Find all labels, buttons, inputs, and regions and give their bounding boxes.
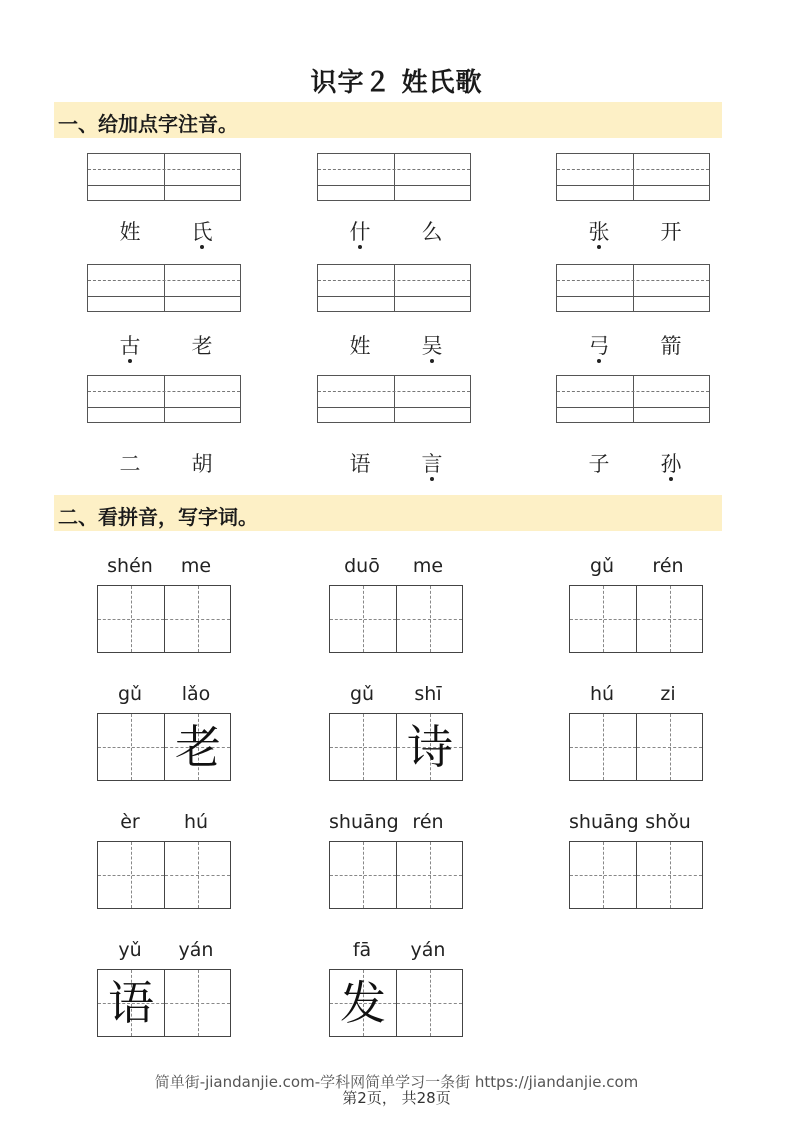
pinyin-prompt (569, 683, 703, 707)
written-character (330, 842, 396, 908)
pinyin-prompt (97, 683, 231, 707)
tianzige-cell[interactable] (396, 586, 462, 652)
tianzige-cell[interactable] (98, 586, 164, 652)
writing-grid (329, 969, 463, 1037)
writing-grid (97, 585, 231, 653)
writing-grid (329, 585, 463, 653)
tianzige-cell[interactable] (98, 970, 164, 1036)
written-character (637, 714, 703, 780)
written-character (570, 842, 636, 908)
character: 姓 (349, 334, 371, 358)
tianzige-cell[interactable] (164, 970, 230, 1036)
pinyin-syllable: gǔ (349, 683, 375, 705)
tianzige-cell[interactable] (636, 586, 702, 652)
character: 张 (584, 216, 614, 246)
written-character (330, 586, 396, 652)
writing-grid (97, 969, 231, 1037)
footer-source: 简单街-jiandanjie.com-学科网简单学习一条街 https://jiandanjie.com (154, 1073, 639, 1091)
written-character (397, 842, 463, 908)
tianzige-cell[interactable] (636, 714, 702, 780)
writing-grid (329, 713, 463, 781)
pinyin-answer-box[interactable] (556, 264, 710, 312)
pinyin-answer-box[interactable] (87, 153, 241, 201)
character: 胡 (191, 452, 213, 476)
tianzige-cell[interactable] (330, 970, 396, 1036)
character: 孙 (656, 448, 686, 478)
written-character (98, 586, 164, 652)
pinyin-syllable: gǔ (117, 683, 143, 705)
pinyin-syllable: gǔ (589, 555, 615, 577)
pinyin-syllable: shī (414, 683, 442, 705)
character: 言 (417, 448, 447, 478)
tianzige-cell[interactable] (396, 842, 462, 908)
pinyin-prompt (329, 555, 463, 579)
written-character: 老 (175, 720, 221, 774)
written-character (165, 586, 231, 652)
pinyin-syllable: me (412, 555, 444, 577)
tianzige-cell[interactable] (636, 842, 702, 908)
character: 语 (349, 452, 371, 476)
pinyin-syllable: fā (352, 939, 372, 961)
pinyin-syllable: shuāng (569, 811, 639, 833)
tianzige-cell[interactable] (570, 842, 636, 908)
writing-grid (569, 585, 703, 653)
tianzige-cell[interactable] (330, 842, 396, 908)
pinyin-syllable: rén (412, 811, 444, 833)
character: 弓 (584, 330, 614, 360)
pinyin-syllable: yǔ (118, 939, 142, 961)
writing-grid (97, 841, 231, 909)
character: 姓 (119, 220, 141, 244)
pinyin-syllable: èr (120, 811, 140, 833)
pinyin-answer-box[interactable] (87, 375, 241, 423)
pinyin-syllable: shén (107, 555, 153, 577)
character: 二 (119, 452, 141, 476)
written-character (570, 586, 636, 652)
character: 开 (660, 220, 682, 244)
pinyin-syllable: shǒu (645, 811, 691, 833)
written-character (397, 586, 463, 652)
pinyin-syllable: yán (178, 939, 214, 961)
character: 氏 (187, 216, 217, 246)
pinyin-prompt (97, 939, 231, 963)
character: 箭 (660, 334, 682, 358)
character-pair (317, 216, 471, 246)
writing-grid (97, 713, 231, 781)
writing-grid (569, 713, 703, 781)
character-pair (556, 216, 710, 246)
pinyin-prompt (329, 683, 463, 707)
pinyin-prompt (97, 811, 231, 835)
written-character (165, 970, 231, 1036)
section-1-heading-band (54, 102, 722, 138)
tianzige-cell[interactable] (330, 586, 396, 652)
written-character (165, 842, 231, 908)
character-pair (87, 448, 241, 478)
section-2-heading-band (54, 495, 722, 531)
character-pair (317, 330, 471, 360)
pinyin-prompt (569, 555, 703, 579)
written-character (637, 586, 703, 652)
written-character (397, 970, 463, 1036)
pinyin-syllable: yán (410, 939, 446, 961)
section-1-heading: 一、给加点字注音。 (58, 112, 238, 136)
tianzige-cell[interactable] (330, 714, 396, 780)
tianzige-cell[interactable] (396, 714, 462, 780)
pinyin-prompt (329, 811, 463, 835)
pinyin-syllable: hú (589, 683, 615, 705)
written-character: 发 (340, 976, 386, 1030)
page-title: 识字２ 姓氏歌 (310, 68, 483, 98)
tianzige-cell[interactable] (164, 842, 230, 908)
section-2-heading: 二、看拼音，写字词。 (58, 505, 258, 529)
pinyin-syllable: duō (344, 555, 380, 577)
pinyin-syllable: shuāng (329, 811, 399, 833)
tianzige-cell[interactable] (570, 586, 636, 652)
pinyin-answer-box[interactable] (317, 153, 471, 201)
pinyin-syllable: me (180, 555, 212, 577)
written-character (570, 714, 636, 780)
written-character (637, 842, 703, 908)
pinyin-answer-box[interactable] (556, 153, 710, 201)
pinyin-answer-box[interactable] (317, 264, 471, 312)
character: 古 (115, 330, 145, 360)
character-pair (556, 448, 710, 478)
tianzige-cell[interactable] (570, 714, 636, 780)
character-pair (87, 216, 241, 246)
page-number: 第2页， 共28页 (342, 1089, 451, 1107)
pinyin-syllable: rén (652, 555, 684, 577)
written-character (98, 714, 164, 780)
character: 什 (345, 216, 375, 246)
tianzige-cell[interactable] (98, 842, 164, 908)
character-pair (87, 330, 241, 360)
pinyin-answer-box[interactable] (87, 264, 241, 312)
pinyin-syllable: hú (183, 811, 209, 833)
tianzige-cell[interactable] (164, 586, 230, 652)
pinyin-prompt (569, 811, 703, 835)
character-pair (317, 448, 471, 478)
written-character: 诗 (407, 720, 453, 774)
written-character (330, 714, 396, 780)
pinyin-prompt (329, 939, 463, 963)
pinyin-syllable: zi (660, 683, 676, 705)
character: 么 (421, 220, 443, 244)
writing-grid (329, 841, 463, 909)
tianzige-cell[interactable] (164, 714, 230, 780)
character-pair (556, 330, 710, 360)
written-character (98, 842, 164, 908)
written-character: 语 (108, 976, 154, 1030)
pinyin-syllable: lǎo (181, 683, 211, 705)
tianzige-cell[interactable] (396, 970, 462, 1036)
tianzige-cell[interactable] (98, 714, 164, 780)
character: 子 (588, 452, 610, 476)
pinyin-answer-box[interactable] (317, 375, 471, 423)
character: 老 (191, 334, 213, 358)
character: 吴 (417, 330, 447, 360)
pinyin-answer-box[interactable] (556, 375, 710, 423)
pinyin-prompt (97, 555, 231, 579)
writing-grid (569, 841, 703, 909)
